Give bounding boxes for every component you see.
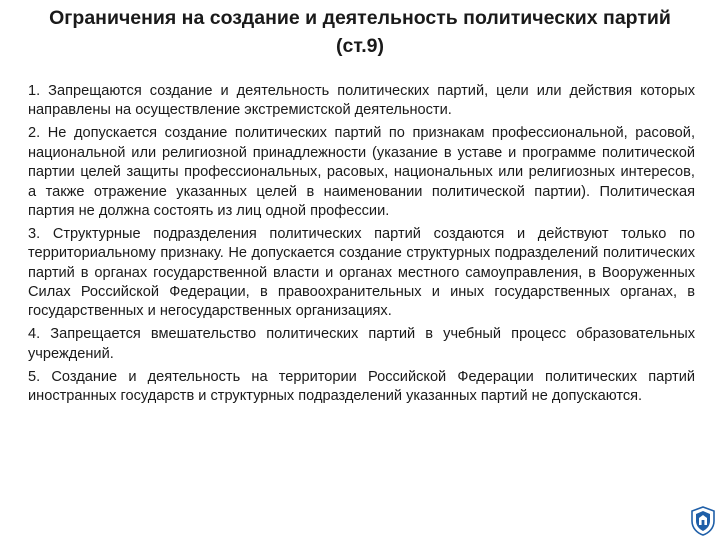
- university-emblem-icon: [690, 506, 716, 536]
- paragraph-4: 4. Запрещается вмешательство политических партий в учебный процесс образовательных учреждений.: [28, 326, 695, 362]
- paragraph-3: 3. Структурные подразделения политических партий создаются и действуют только по территориальному признаку. Не допускается создание структурных подразделений политических партий в органах государственной власти и органах местного самоуправления, в Вооруженных Силах Российской Федерации, в правоохранительных и иных государственных органах, в государственных и негосударственных организациях.: [28, 225, 695, 320]
- paragraph-2: 2. Не допускается создание политических партий по признакам профессиональной, расовой, национальной или религиозной принадлежности (указание в уставе и программе политической партии целей защиты профессиональных, расовых, национальных или религиозных интересов, а также отражение указанных целей в наименовании политической партии). Политическая партия не должна состоять из лиц одной профессии.: [28, 125, 695, 219]
- paragraph-1: 1. Запрещаются создание и деятельность политических партий, цели или действия которых направлены на осуществление экстремистской деятельности.: [28, 83, 695, 119]
- paragraph-5: 5. Создание и деятельность на территории Российской Федерации политических партий иностранных государств и структурных подразделений указанных партий не допускаются.: [28, 368, 695, 405]
- slide-title: Ограничения на создание и деятельность политических партий (ст.9): [49, 7, 671, 57]
- slide-body: [28, 82, 695, 410]
